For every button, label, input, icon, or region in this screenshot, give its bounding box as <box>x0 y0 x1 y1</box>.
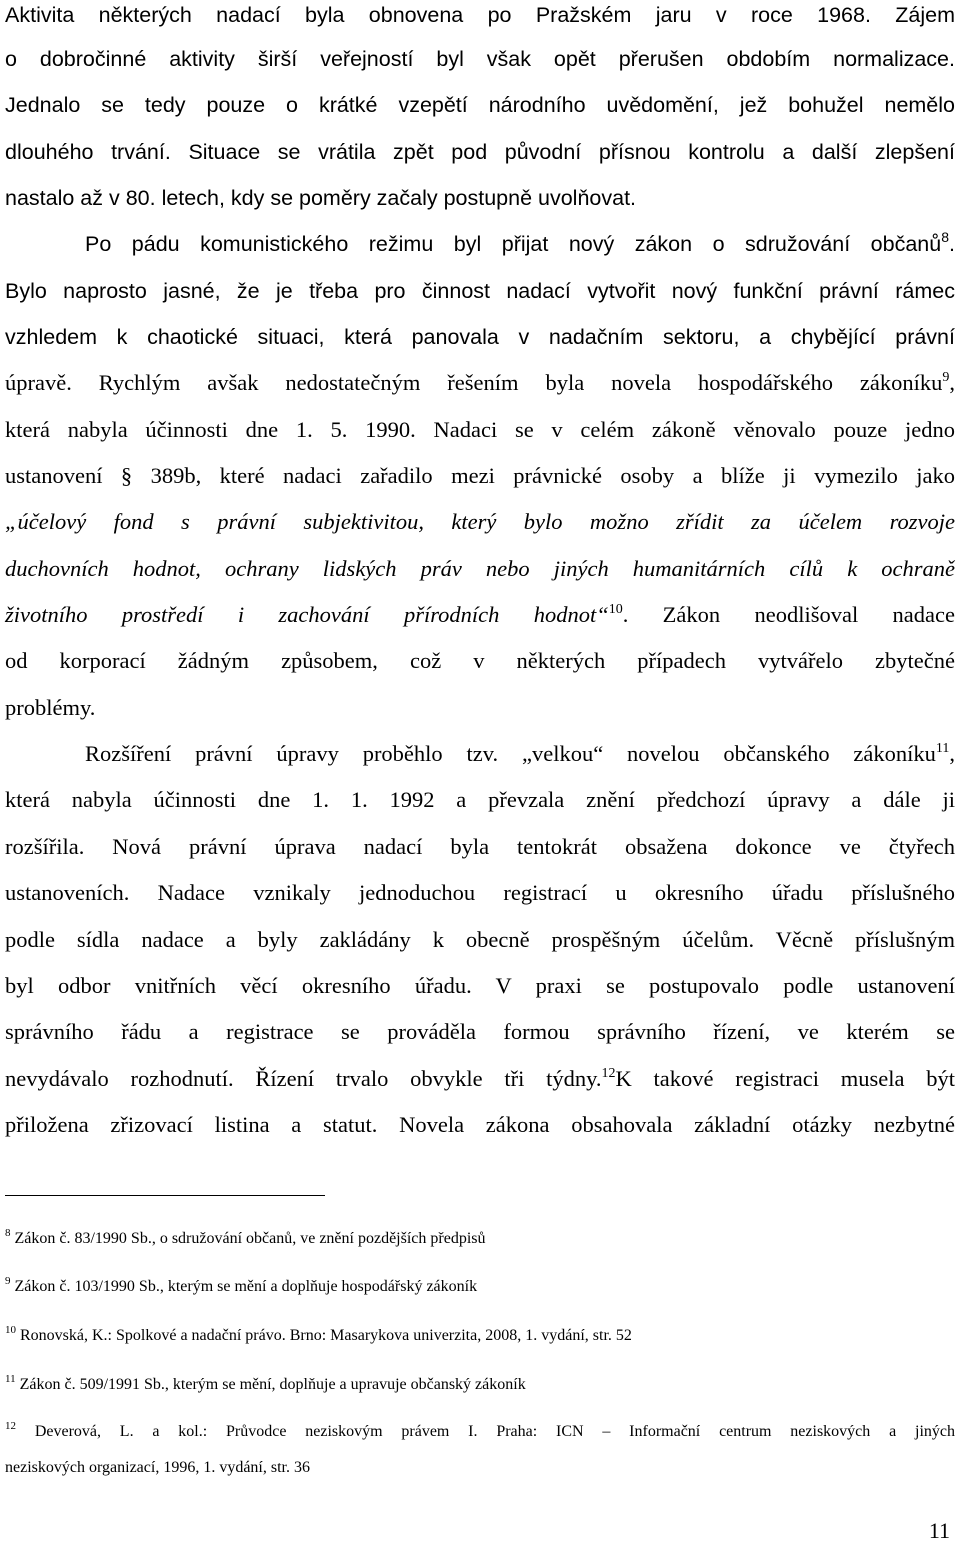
footnote-ref-8: 8 <box>941 229 950 245</box>
paragraph-line <box>5 925 955 955</box>
line-text: Jednalo se tedy pouze o krátké vzepětí národního uvědomění, jež bohužel nemělo <box>5 93 955 117</box>
paragraph-line <box>5 832 955 862</box>
footnote-10 <box>5 1325 955 1347</box>
footnote-12-continued <box>5 1457 955 1479</box>
line-text: správního řádu a registrace se prováděla formou správního řízení, ve kterém se <box>5 1019 955 1044</box>
footnote-9 <box>5 1276 955 1298</box>
footnote-separator <box>5 1195 325 1196</box>
footnote-text: Ronovská, K.: Spolkové a nadační právo. Brno: Masarykova univerzita, 2008, 1. vydání, str. 52 <box>20 1327 632 1344</box>
footnote-number: 8 <box>5 1227 11 1239</box>
paragraph-line <box>5 137 955 167</box>
footnote-ref-10: 10 <box>608 602 623 617</box>
paragraph-line <box>5 44 955 74</box>
line-text: která nabyla účinnosti dne 1. 5. 1990. Nadaci se v celém zákoně věnovalo pouze jedno <box>5 417 955 442</box>
paragraph-line: Rozšíření právní úpravy proběhlo tzv. „velkou“ novelou občanského zákoníku$^{11}$, <box>85 741 955 766</box>
paragraph-line: nevydávalo rozhodnutí. Řízení trvalo obvykle tři týdny.$^{12}$K takové registraci musela být <box>5 1066 955 1091</box>
line-text: byl odbor vnitřních věcí okresního úřadu. V praxi se postupovalo podle ustanovení <box>5 973 955 998</box>
footnote-text: Zákon č. 509/1991 Sb., kterým se mění, doplňuje a upravuje občanský zákoník <box>19 1376 526 1393</box>
footnote-ref-11: 11 <box>935 741 950 756</box>
paragraph-line <box>5 90 955 120</box>
footnote-text: Zákon č. 103/1990 Sb., kterým se mění a doplňuje hospodářský zákoník <box>14 1278 478 1295</box>
line-text: „účelový fond s právní subjektivitou, který bylo možno zřídit za účelem rozvoje <box>5 509 955 534</box>
line-text: ustanovení § 389b, které nadaci zařadilo mezi právnické osoby a blíže ji vymezilo jako <box>5 463 955 488</box>
line-text: která nabyla účinnosti dne 1. 1. 1992 a převzala znění předchozí úpravy a dále ji <box>5 787 955 812</box>
paragraph-line <box>5 554 955 584</box>
paragraph-line <box>5 415 955 445</box>
line-text: úpravě. Rychlým avšak nedostatečným řešením byla novela hospodářského zákoníku <box>5 370 943 395</box>
line-text: nastalo až v 80. letech, kdy se poměry začaly postupně uvolňovat. <box>5 186 637 210</box>
paragraph-line: úpravě. Rychlým avšak nedostatečným řešením byla novela hospodářského zákoníku$^9$, <box>5 370 955 395</box>
footnote-text: Deverová, L. a kol.: Průvodce neziskovým právem I. Praha: ICN – Informační centrum neziskových a jiných <box>34 1423 955 1440</box>
paragraph-line <box>5 878 955 908</box>
line-text: o dobročinné aktivity širší veřejností byl však opět přerušen obdobím normalizace. <box>5 47 955 71</box>
paragraph-line <box>5 1110 955 1140</box>
line-text: životního prostředí i zachování přírodních hodnot“ <box>5 602 609 627</box>
paragraph-line <box>5 971 955 1001</box>
paragraph-line <box>5 183 955 213</box>
line-text: od korporací žádným způsobem, což v některých případech vytvářelo zbytečné <box>5 648 955 673</box>
line-text: rozšířila. Nová právní úprava nadací byla tentokrát obsažena dokonce ve čtyřech <box>5 834 955 859</box>
paragraph-line <box>5 0 955 30</box>
line-text: duchovních hodnot, ochrany lidských práv nebo jiných humanitárních cílů k ochraně <box>5 556 955 581</box>
footnote-text: Zákon č. 83/1990 Sb., o sdružování občanů, ve znění pozdějších předpisů <box>14 1230 486 1247</box>
footnote-8 <box>5 1228 955 1250</box>
paragraph-line <box>5 785 955 815</box>
line-text: Po pádu komunistického režimu byl přijat nový zákon o sdružování občanů <box>85 232 942 256</box>
paragraph-line <box>5 322 955 352</box>
line-text: problémy. <box>5 695 96 720</box>
footnote-number: 9 <box>5 1275 11 1287</box>
footnote-ref-12: 12 <box>601 1066 616 1081</box>
page-number: 11 <box>928 1518 950 1543</box>
line-text: Rozšíření právní úpravy proběhlo tzv. „velkou“ novelou občanského zákoníku <box>85 741 936 766</box>
paragraph-line <box>5 1017 955 1047</box>
footnote-ref-9: 9 <box>942 370 950 385</box>
paragraph-line <box>5 693 955 723</box>
paragraph-line <box>5 646 955 676</box>
paragraph-line: Po pádu komunistického režimu byl přijat nový zákon o sdružování občanů$^8$. <box>85 229 955 256</box>
line-text: podle sídla nadace a byly zakládány k obecně prospěšným účelům. Věcně příslušným <box>5 927 955 952</box>
footnote-text: neziskových organizací, 1996, 1. vydání, str. 36 <box>5 1459 310 1476</box>
paragraph-line <box>5 276 955 306</box>
line-text: vzhledem k chaotické situaci, která panovala v nadačním sektoru, a chybějící právní <box>5 325 955 349</box>
line-text: Aktivita některých nadací byla obnovena po Pražském jaru v roce 1968. Zájem <box>5 3 955 27</box>
paragraph-line <box>5 461 955 491</box>
line-text: Bylo naprosto jasné, že je třeba pro činnost nadací vytvořit nový funkční právní rámec <box>5 279 955 303</box>
footnote-number: 11 <box>5 1373 16 1385</box>
paragraph-line: životního prostředí i zachování přírodních hodnot“$^{10}$. Zákon neodlišoval nadace <box>5 602 955 627</box>
footnote-11 <box>5 1374 955 1396</box>
footnote-number: 12 <box>5 1420 16 1432</box>
footnote-12 <box>5 1421 955 1443</box>
line-text: dlouhého trvání. Situace se vrátila zpět pod původní přísnou kontrolu a další zlepšení <box>5 140 955 164</box>
line-text: přiložena zřizovací listina a statut. Novela zákona obsahovala základní otázky nezbytné <box>5 1112 955 1137</box>
line-text: nevydávalo rozhodnutí. Řízení trvalo obvykle tři týdny. <box>5 1066 602 1091</box>
paragraph-line <box>5 507 955 537</box>
line-text: ustanoveních. Nadace vznikaly jednoduchou registrací u okresního úřadu příslušného <box>5 880 955 905</box>
footnote-number: 10 <box>5 1324 16 1336</box>
